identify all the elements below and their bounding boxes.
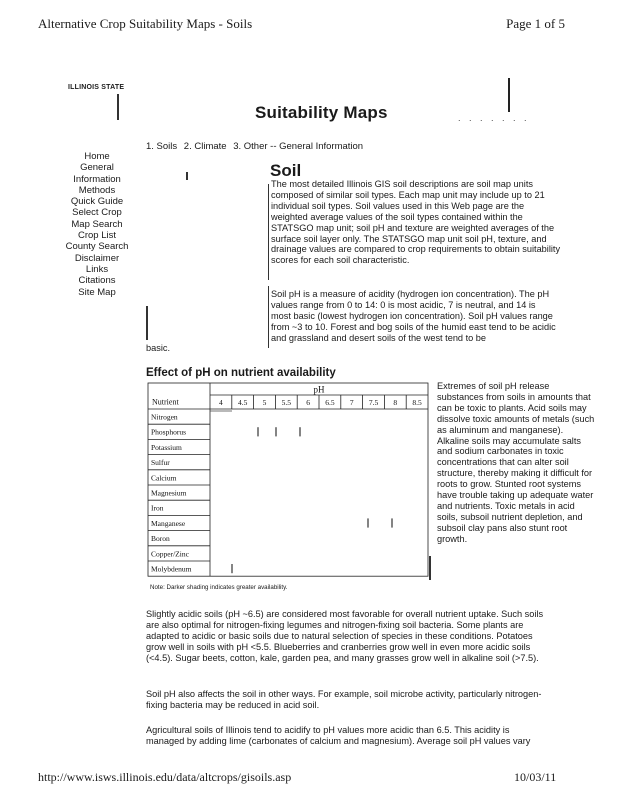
chart-nutrient-label: Potassium	[151, 442, 182, 452]
chart-nutrient-label: Sulfur	[151, 458, 170, 468]
chart-ph-tick-label: 5	[262, 398, 267, 407]
chart-ph-tick-label: 5.5	[281, 398, 291, 407]
nav-site-map[interactable]: Site Map	[78, 286, 116, 298]
print-footer-url: http://www.isws.illinois.edu/data/altcrops/gisoils.asp	[38, 770, 292, 784]
para-other-effects: Soil pH also affects the soil in other ways. For example, soil microbe activity, particularly nitrogen-fixing bacteria may be reduced in acid soil.	[146, 689, 542, 710]
nav-select-crop[interactable]: Select Crop	[72, 207, 122, 219]
nav-information[interactable]: Information	[73, 173, 121, 185]
scan-mark	[268, 184, 269, 280]
nav-general[interactable]: General	[80, 162, 114, 174]
print-header-title: Alternative Crop Suitability Maps - Soils	[38, 16, 253, 31]
chart-nutrient-label: Phosphorus	[151, 427, 187, 437]
chart-ph-tick-label: 7	[349, 398, 354, 407]
chart-ph-tick-label: 4.5	[238, 398, 248, 407]
scan-mark	[146, 306, 148, 340]
chart-nutrient-label: Calcium	[151, 473, 177, 483]
nav-quick-guide[interactable]: Quick Guide	[70, 196, 124, 208]
effect-heading: Effect of pH on nutrient availability	[146, 367, 336, 379]
chart-nutrient-label: Magnesium	[151, 488, 187, 498]
chart-ph-tick-label: 6	[306, 398, 310, 407]
chart-nutrient-label: Boron	[151, 534, 170, 544]
nav-disclaimer[interactable]: Disclaimer	[74, 252, 120, 264]
scan-mark	[429, 556, 431, 580]
scan-mark	[186, 172, 188, 180]
soil-ph-text: Soil pH is a measure of acidity (hydrogen ion concentration). The pH values range from 0 to 14: 0 is most acidic, 7 is neutral, and 14 is most basic (lowest hydrogen ion concentration). Soil pH values range from ~3 to 10. Forest and bog soils of the humid east tend to be acidic and grassland and desert soils of the west tend to be	[271, 289, 556, 343]
nav-map-search[interactable]: Map Search	[71, 218, 123, 230]
soil-ph-text-continued: basic.	[146, 343, 171, 353]
chart-nutrient-label: Copper/Zinc	[151, 549, 189, 559]
nav-county-search[interactable]: County Search	[65, 241, 129, 253]
chart-note: Note: Darker shading indicates greater availability.	[150, 584, 288, 591]
chart-nutrient-label: Iron	[151, 503, 164, 513]
ph-availability-chart	[146, 381, 434, 585]
print-header-page-number: Page 1 of 5	[506, 16, 565, 31]
chart-side-text: Extremes of soil pH release substances from soils in amounts that can be toxic to plants. Acid soils may dissolve toxic amounts of metals (such as aluminum and manganese). Alkaline soils may accumulate salts and sodium carbonates in toxic concentrations that can alter soil structure, thereby making it difficult for roots to grow. Stunted root systems have trouble taking up adequate water and nutrients. Toxic metals in acid soils, subsoil nutrient depletion, and subsoil clay pans also stunt root growth.	[437, 381, 595, 544]
nav-methods[interactable]: Methods	[78, 184, 116, 196]
chart-ph-tick-label: 8	[393, 398, 398, 407]
logo[interactable]: ILLINOIS STATE	[68, 84, 125, 91]
header-dots: . . . . . . .	[458, 113, 530, 123]
nav-links[interactable]: Links	[85, 263, 109, 275]
header-mark	[508, 78, 510, 112]
chart-border	[148, 383, 428, 576]
soil-intro-text: The most detailed Illinois GIS soil descriptions are soil map units composed of similar soil types. Each map unit may include up to 21 individual soil types. Soil values used in this Web page are the weighted average values of the soil types contained within the STATSGO map unit; soil pH and texture are weighted averages of the surface soil layer only. The STATSGO map unit soil pH, texture, and drainage values are compared to crop requirements to obtain suitability scores for each soil characteristic.	[271, 179, 561, 266]
page-title: Suitability Maps	[255, 103, 388, 122]
chart-nutrient-label: Molybdenum	[151, 564, 192, 574]
nav-citations[interactable]: Citations	[78, 275, 116, 287]
scan-mark	[268, 286, 269, 348]
section-heading-soil: Soil	[270, 161, 302, 180]
para-agricultural-soils: Agricultural soils of Illinois tend to acidify to pH values more acidic than 6.5. This acidity is managed by adding lime (carbonates of calcium and magnesium). Average soil pH values vary	[146, 725, 531, 746]
chart-row-header: Nutrient	[152, 397, 179, 407]
tab-climate[interactable]: 2. Climate	[183, 141, 227, 152]
tab-bar	[146, 141, 367, 152]
chart-nutrient-label: Manganese	[151, 518, 186, 528]
print-footer-date: 10/03/11	[514, 770, 557, 784]
logo-bar	[117, 94, 119, 120]
chart-ph-tick-label: 7.5	[368, 398, 379, 407]
para-slightly-acidic: Slightly acidic soils (pH ~6.5) are considered most favorable for overall nutrient uptake. Such soils are also optimal for nitrogen-fixing legumes and nitrogen-fixing soil bacteria. Some plants are adapted to acidic or basic soils due to natural selection of species in these conditions. Potatoes grow well in soils with pH <5.5. Blueberries and cranberries grow well in even more acidic soils (<4.5). Sugar beets, cotton, kale, garden pea, and many grasses grow well in alkaline soil (>7.5).	[146, 609, 544, 663]
nav-crop-list[interactable]: Crop List	[77, 230, 116, 242]
chart-nutrient-label: Nitrogen	[151, 412, 178, 422]
left-nav	[52, 151, 142, 298]
chart-ph-tick-label: 4	[219, 398, 223, 407]
chart-ph-tick-label: 8.5	[412, 398, 422, 407]
chart-ph-tick-label: 6.5	[325, 398, 335, 407]
chart-ph-header-label: pH	[313, 384, 325, 395]
tab-other[interactable]: 3. Other -- General Information	[233, 141, 364, 152]
tab-soils[interactable]: 1. Soils	[146, 141, 178, 152]
nav-home[interactable]: Home	[84, 151, 110, 162]
